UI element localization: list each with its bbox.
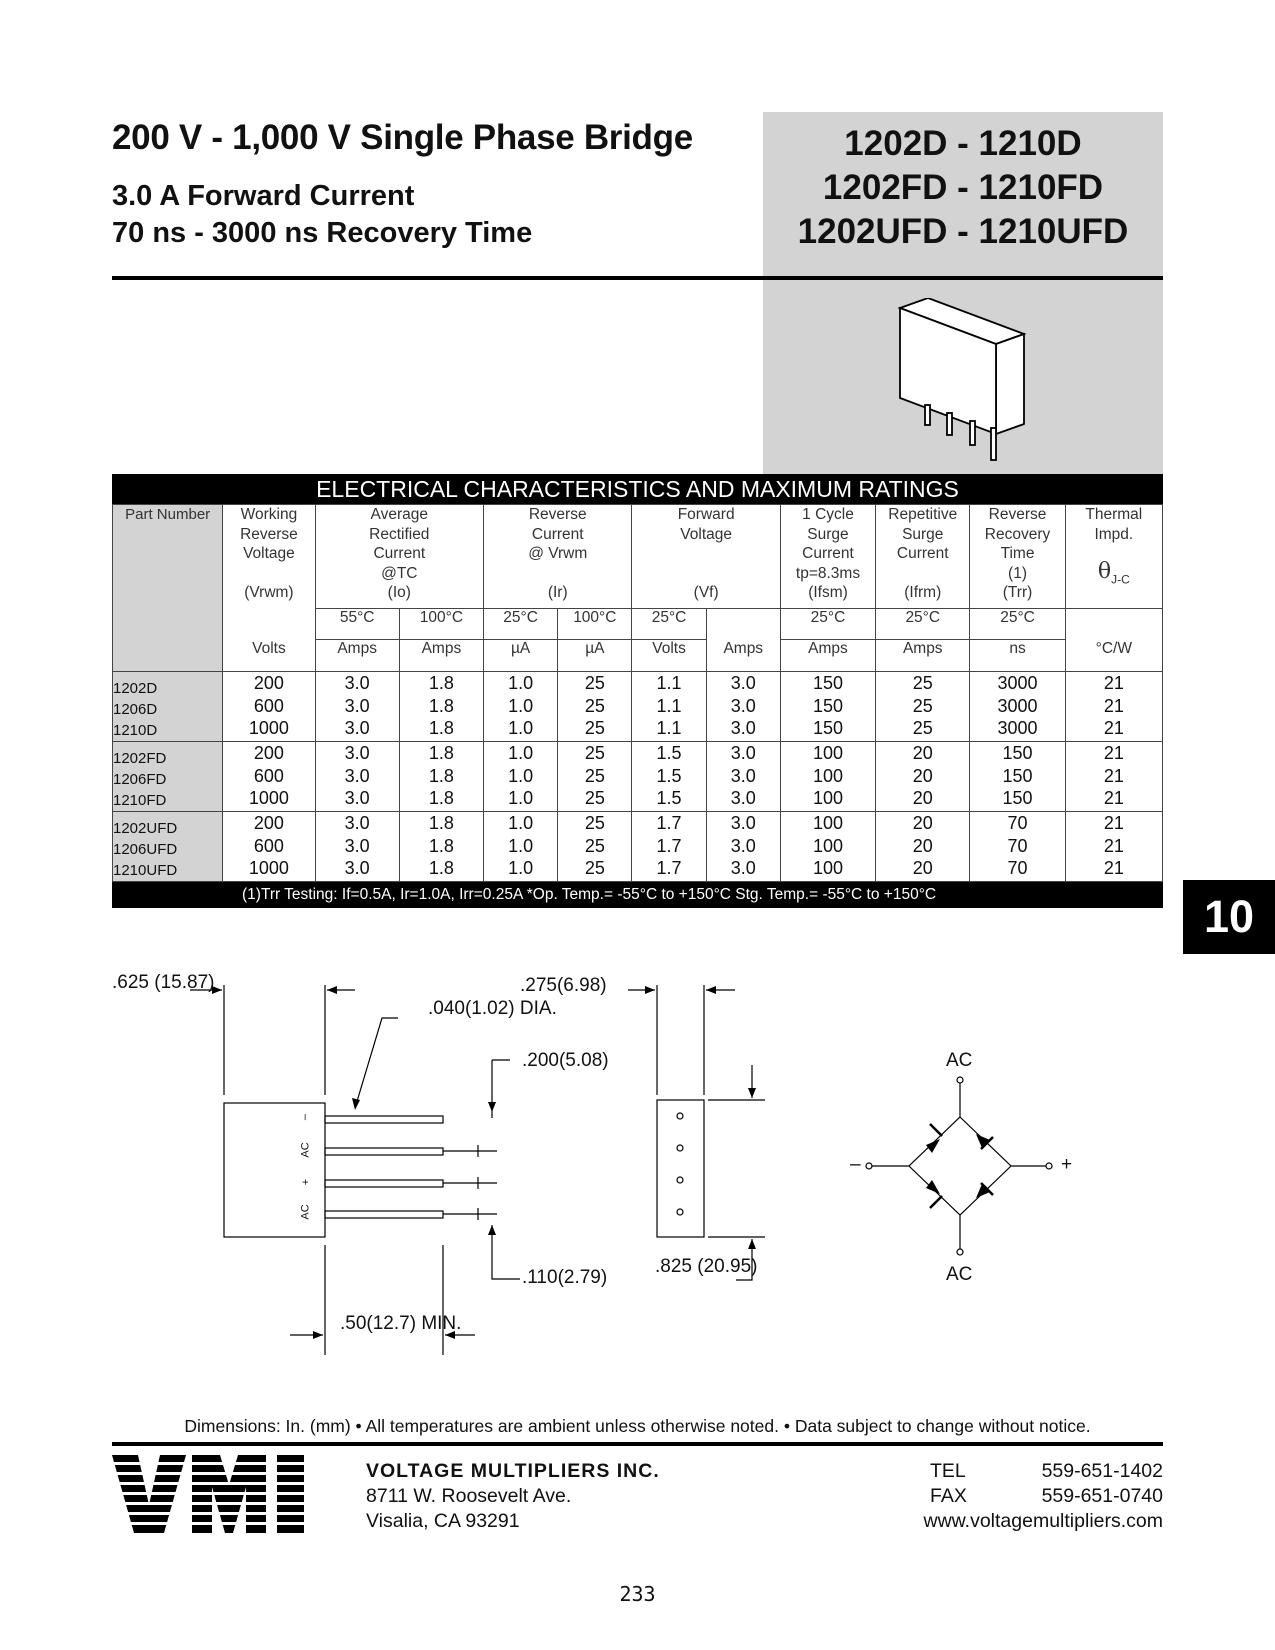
value-cell: 1.0 1.0 1.0 — [484, 672, 558, 742]
value-cell: 1.8 1.8 1.8 — [399, 812, 483, 882]
ratings-table — [112, 504, 1163, 882]
pin-marking-ac: AC — [299, 1142, 312, 1158]
dimensions-note: Dimensions: In. (mm) • All temperatures are ambient unless otherwise noted. • Data subject to change without notice. — [184, 1416, 1091, 1436]
ratings-table-title: ELECTRICAL CHARACTERISTICS AND MAXIMUM RATINGS — [112, 474, 1163, 504]
value-cell: 3.0 3.0 3.0 — [315, 672, 399, 742]
footer-divider — [112, 1442, 1163, 1446]
value-cell: 200 600 1000 — [223, 742, 315, 812]
value-cell: 1.5 1.5 1.5 — [632, 742, 706, 812]
fax-label: FAX — [930, 1485, 967, 1507]
col-header-reverse-current: Reverse Current @ Vrwm (Ir) — [484, 505, 632, 609]
page-title: 200 V - 1,000 V Single Phase Bridge — [112, 118, 693, 157]
value-cell: 1.8 1.8 1.8 — [399, 672, 483, 742]
header-divider — [112, 276, 1163, 280]
table-row-group-ufd — [113, 812, 1163, 882]
company-address-street: 8711 W. Roosevelt Ave. — [366, 1485, 572, 1507]
schematic-ac-bottom-label: AC — [946, 1264, 973, 1285]
top-dimension-label: .200(5.08) — [522, 1050, 609, 1071]
unit-cell: ns — [970, 640, 1065, 672]
table-row-group-d — [113, 672, 1163, 742]
thermal-impedance-label: Thermal Impd. — [1085, 506, 1143, 543]
col-header-repetitive-surge-current: Repetitive Surge Current (Ifrm) — [876, 505, 970, 609]
unit-cell: Amps — [315, 640, 399, 672]
unit-cell: Amps — [399, 640, 483, 672]
schematic-positive-label: + — [1061, 1154, 1073, 1175]
unit-cell: Volts — [632, 640, 706, 672]
table-header-row — [113, 505, 1163, 609]
condition-cell: 25°C — [484, 609, 558, 640]
value-cell: 1.8 1.8 1.8 — [399, 742, 483, 812]
schematic-ac-top-label: AC — [946, 1050, 973, 1071]
value-cell: 25 25 25 — [558, 812, 632, 882]
value-cell: 25 25 25 — [558, 742, 632, 812]
table-footnote: (1)Trr Testing: If=0.5A, Ir=1.0A, Irr=0.25A *Op. Temp.= -55°C to +150°C Stg. Temp.= -55°C to +150°C — [112, 882, 1163, 908]
value-cell: 200 600 1000 — [223, 812, 315, 882]
part-number-cell: 1202FD 1206FD 1210FD — [113, 742, 223, 812]
value-cell: 3.0 3.0 3.0 — [315, 742, 399, 812]
pin-marking-ac: AC — [299, 1204, 312, 1220]
value-cell: 100 100 100 — [780, 742, 875, 812]
table-units-row — [113, 640, 1163, 672]
col-header-forward-voltage: Forward Voltage (Vf) — [632, 505, 780, 609]
logo-text: VMI — [112, 1455, 114, 1456]
pin-marking-positive: + — [300, 1178, 313, 1186]
value-cell: 20 20 20 — [876, 742, 970, 812]
thickness-dimension-label: .275(6.98) — [520, 975, 607, 996]
value-cell: 21 21 21 — [1065, 742, 1162, 812]
unit-cell: Amps — [876, 640, 970, 672]
schematic-negative-label: – — [850, 1154, 861, 1175]
vmi-logo — [112, 1455, 347, 1533]
lead-length-label: .50(12.7) MIN. — [340, 1313, 462, 1334]
condition-cell: 100°C — [558, 609, 632, 640]
value-cell: 3.0 3.0 3.0 — [706, 812, 780, 882]
unit-cell: Amps — [706, 640, 780, 672]
condition-cell: 25°C — [876, 609, 970, 640]
table-row-group-fd — [113, 742, 1163, 812]
col-header-part-number: Part Number — [113, 505, 223, 609]
component-package-illustration — [890, 298, 1030, 468]
condition-cell: 25°C — [970, 609, 1065, 640]
pin-marking-negative: – — [299, 1113, 312, 1121]
col-header-surge-current: 1 Cycle Surge Current tp=8.3ms (Ifsm) — [780, 505, 875, 609]
table-condition-row — [113, 609, 1163, 640]
unit-cell: µA — [558, 640, 632, 672]
theta-jc-symbol: $\theta_{J-C}$ — [1097, 559, 1130, 587]
value-cell: 3.0 3.0 3.0 — [315, 812, 399, 882]
tel-label: TEL — [930, 1460, 966, 1482]
forward-current-subtitle: 3.0 A Forward Current — [112, 180, 415, 212]
value-cell: 21 21 21 — [1065, 672, 1162, 742]
unit-cell: Amps — [780, 640, 875, 672]
col-header-average-rectified-current: Average Rectified Current @TC (Io) — [315, 505, 483, 609]
value-cell: 1.7 1.7 1.7 — [632, 812, 706, 882]
value-cell: 3000 3000 3000 — [970, 672, 1065, 742]
part-number-cell: 1202D 1206D 1210D — [113, 672, 223, 742]
condition-cell: 25°C — [780, 609, 875, 640]
value-cell: 25 25 25 — [558, 672, 632, 742]
col-header-thermal-impedance — [1065, 505, 1162, 609]
value-cell: 150 150 150 — [780, 672, 875, 742]
value-cell: 150 150 150 — [970, 742, 1065, 812]
unit-cell: µA — [484, 640, 558, 672]
tel-number: 559-651-1402 — [1041, 1460, 1163, 1482]
condition-cell: 25°C — [632, 609, 706, 640]
page-number: 233 — [619, 1582, 656, 1606]
website-link[interactable]: www.voltagemultipliers.com — [923, 1510, 1163, 1532]
value-cell: 70 70 70 — [970, 812, 1065, 882]
value-cell: 100 100 100 — [780, 812, 875, 882]
part-range-d: 1202D - 1210D — [844, 124, 1082, 163]
value-cell: 1.0 1.0 1.0 — [484, 812, 558, 882]
col-header-reverse-recovery-time: Reverse Recovery Time (1) (Trr) — [970, 505, 1065, 609]
part-range-fd: 1202FD - 1210FD — [822, 168, 1104, 207]
pitch-dimension-label: .110(2.79) — [522, 1267, 608, 1288]
fax-number: 559-651-0740 — [1041, 1485, 1163, 1507]
value-cell: 20 20 20 — [876, 812, 970, 882]
unit-cell: Volts — [223, 640, 315, 672]
height-dimension-label: .825 (20.95) — [655, 1256, 758, 1277]
recovery-time-subtitle: 70 ns - 3000 ns Recovery Time — [112, 217, 533, 249]
mechanical-drawing — [0, 960, 1275, 1380]
company-name: VOLTAGE MULTIPLIERS INC. — [366, 1460, 660, 1482]
part-range-ufd: 1202UFD - 1210UFD — [797, 212, 1129, 251]
value-cell: 3.0 3.0 3.0 — [706, 672, 780, 742]
value-cell: 1.0 1.0 1.0 — [484, 742, 558, 812]
value-cell: 21 21 21 — [1065, 812, 1162, 882]
value-cell: 3.0 3.0 3.0 — [706, 742, 780, 812]
lead-diameter-label: .040(1.02) DIA. — [428, 998, 557, 1019]
ratings-table-section — [112, 474, 1163, 908]
unit-cell: °C/W — [1065, 640, 1162, 672]
company-address-city: Visalia, CA 93291 — [366, 1510, 520, 1532]
condition-cell: 55°C — [315, 609, 399, 640]
value-cell: 200 600 1000 — [223, 672, 315, 742]
value-cell: 25 25 25 — [876, 672, 970, 742]
col-header-working-reverse-voltage: Working Reverse Voltage (Vrwm) — [223, 505, 315, 609]
section-tab: 10 — [1183, 880, 1275, 954]
width-dimension-label: .625 (15.87) — [112, 972, 215, 993]
value-cell: 1.1 1.1 1.1 — [632, 672, 706, 742]
condition-cell: 100°C — [399, 609, 483, 640]
part-number-cell: 1202UFD 1206UFD 1210UFD — [113, 812, 223, 882]
